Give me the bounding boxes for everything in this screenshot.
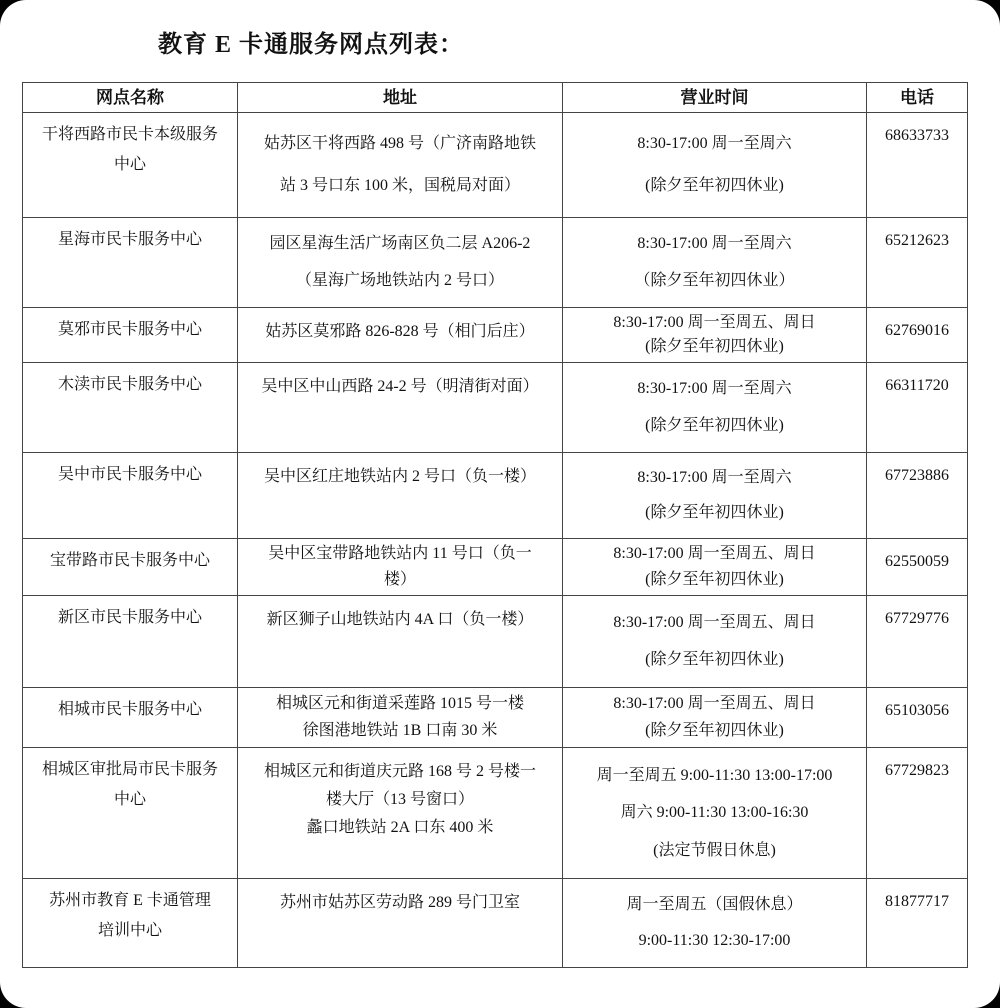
hours-line: (法定节假日休息) xyxy=(653,841,776,859)
service-locations-table xyxy=(22,82,968,968)
address-line: 苏州市姑苏区劳动路 289 号门卫室 xyxy=(279,894,520,911)
hours-line: 8:30-17:00 周一至周六 xyxy=(637,135,792,153)
hours-cell xyxy=(563,596,867,687)
site-name-cell xyxy=(23,748,238,878)
address-cell xyxy=(238,879,563,967)
address-line: 相城区元和街道采莲路 1015 号一楼 xyxy=(275,695,524,713)
site-name-cell xyxy=(23,596,238,687)
phone-cell xyxy=(867,308,967,362)
phone-number: 68633733 xyxy=(885,127,949,144)
address-line: 园区星海生活广场南区负二层 A206-2 xyxy=(269,235,531,253)
phone-number: 62769016 xyxy=(885,322,949,339)
address-cell xyxy=(238,363,563,452)
hours-cell xyxy=(563,308,867,362)
table-row xyxy=(23,308,967,363)
table-row xyxy=(23,879,967,967)
header-site-name: 网点名称 xyxy=(23,83,238,112)
table-row xyxy=(23,539,967,596)
address-line: 相城区元和街道庆元路 168 号 2 号楼一 xyxy=(263,763,536,780)
address-line: 站 3 号口东 100 米，国税局对面） xyxy=(279,176,520,194)
phone-number: 81877717 xyxy=(885,893,949,910)
site-name-cell xyxy=(23,539,238,595)
site-name-cell xyxy=(23,363,238,452)
hours-line: (除夕至年初四休业) xyxy=(645,176,784,194)
address-line: 新区狮子山地铁站内 4A 口（负一楼） xyxy=(266,611,534,628)
address-line: 蠡口地铁站 2A 口东 400 米 xyxy=(306,819,494,836)
site-name-cell xyxy=(23,879,238,967)
address-line: （星海广场地铁站内 2 号口） xyxy=(295,271,504,289)
address-line: 吴中区红庄地铁站内 2 号口（负一楼） xyxy=(263,468,536,485)
site-name-line: 吴中市民卡服务中心 xyxy=(57,466,202,483)
site-name-line: 中心 xyxy=(113,791,146,808)
hours-cell xyxy=(563,748,867,878)
address-cell xyxy=(238,308,563,362)
site-name-line: 木渎市民卡服务中心 xyxy=(57,376,202,393)
address-line: 姑苏区莫邪路 826-828 号（相门后庄） xyxy=(265,323,535,340)
hours-cell xyxy=(563,218,867,307)
hours-line: (除夕至年初四休业) xyxy=(645,651,784,668)
header-address: 地址 xyxy=(238,83,563,112)
hours-line: 周一至周五 9:00-11:30 13:00-17:00 xyxy=(596,766,833,784)
hours-cell xyxy=(563,363,867,452)
phone-number: 67723886 xyxy=(885,467,949,484)
phone-cell xyxy=(867,113,967,217)
table-row xyxy=(23,363,967,453)
hours-line: 周六 9:00-11:30 13:00-16:30 xyxy=(620,804,809,821)
site-name-line: 相城市民卡服务中心 xyxy=(57,701,202,718)
hours-line: (除夕至年初四休业) xyxy=(645,504,784,521)
phone-number: 67729823 xyxy=(885,762,949,779)
address-line: 楼大厅（13 号窗口） xyxy=(325,791,474,808)
site-name-line: 宝带路市民卡服务中心 xyxy=(49,552,210,569)
hours-line: 9:00-11:30 12:30-17:00 xyxy=(638,932,791,949)
site-name-line: 星海市民卡服务中心 xyxy=(57,231,202,248)
header-phone: 电话 xyxy=(900,87,934,107)
phone-number: 65212623 xyxy=(885,232,949,249)
address-cell xyxy=(238,688,563,747)
hours-line: 8:30-17:00 周一至周五、周日 xyxy=(613,695,816,713)
address-line: 吴中区宝带路地铁站内 11 号口（负一 xyxy=(268,545,532,563)
phone-cell xyxy=(867,453,967,538)
site-name-line: 莫邪市民卡服务中心 xyxy=(57,321,202,338)
address-cell xyxy=(238,113,563,217)
hours-line: (除夕至年初四休业) xyxy=(645,416,784,434)
hours-cell xyxy=(563,113,867,217)
hours-line: 8:30-17:00 周一至周六 xyxy=(637,380,792,398)
address-line: 徐图港地铁站 1B 口南 30 米 xyxy=(302,721,498,739)
table-header-row xyxy=(23,83,967,113)
site-name-line: 培训中心 xyxy=(97,922,162,939)
hours-line: (除夕至年初四休业) xyxy=(645,570,784,588)
hours-line: 周一至周五（国假休息） xyxy=(626,896,803,913)
phone-cell xyxy=(867,363,967,452)
site-name-line: 苏州市教育 E 卡通管理 xyxy=(49,892,211,909)
site-name-cell xyxy=(23,218,238,307)
phone-cell xyxy=(867,879,967,967)
site-name-cell xyxy=(23,308,238,362)
site-name-line: 中心 xyxy=(113,156,146,173)
phone-cell xyxy=(867,748,967,878)
hours-line: 8:30-17:00 周一至周五、周日 xyxy=(613,614,816,631)
table-row xyxy=(23,113,967,218)
table-row xyxy=(23,218,967,308)
hours-line: 8:30-17:00 周一至周六 xyxy=(637,235,792,253)
table-row xyxy=(23,596,967,688)
table-body xyxy=(23,113,967,967)
address-line: 吴中区中山西路 24-2 号（明清街对面） xyxy=(261,378,539,395)
phone-cell xyxy=(867,539,967,595)
hours-line: （除夕至年初四休业） xyxy=(634,271,795,289)
phone-cell xyxy=(867,596,967,687)
address-cell xyxy=(238,218,563,307)
phone-number: 65103056 xyxy=(885,702,949,719)
site-name-line: 新区市民卡服务中心 xyxy=(57,609,202,626)
phone-cell xyxy=(867,688,967,747)
site-name-cell xyxy=(23,113,238,217)
hours-cell xyxy=(563,688,867,747)
address-cell xyxy=(238,748,563,878)
hours-line: (除夕至年初四休业) xyxy=(645,721,784,739)
hours-cell xyxy=(563,879,867,967)
page-title: 教育 E 卡通服务网点列表： xyxy=(158,32,465,58)
table-row xyxy=(23,688,967,748)
hours-line: 8:30-17:00 周一至周六 xyxy=(637,469,792,486)
hours-line: 8:30-17:00 周一至周五、周日 xyxy=(613,313,816,331)
table-row xyxy=(23,453,967,539)
address-line: 姑苏区干将西路 498 号（广济南路地铁 xyxy=(263,135,536,153)
phone-number: 62550059 xyxy=(885,553,949,570)
phone-cell xyxy=(867,218,967,307)
phone-number: 67729776 xyxy=(885,610,949,627)
address-cell xyxy=(238,453,563,538)
site-name-cell xyxy=(23,688,238,747)
site-name-line: 干将西路市民卡本级服务 xyxy=(41,126,218,143)
table-row xyxy=(23,748,967,879)
hours-line: 8:30-17:00 周一至周五、周日 xyxy=(613,545,816,563)
address-line: 楼） xyxy=(383,570,416,588)
site-name-cell xyxy=(23,453,238,538)
hours-line: (除夕至年初四休业) xyxy=(645,338,784,356)
hours-cell xyxy=(563,539,867,595)
hours-cell xyxy=(563,453,867,538)
header-hours: 营业时间 xyxy=(563,83,867,112)
phone-number: 66311720 xyxy=(885,377,949,394)
address-cell xyxy=(238,539,563,595)
address-cell xyxy=(238,596,563,687)
site-name-line: 相城区审批局市民卡服务 xyxy=(41,761,218,778)
